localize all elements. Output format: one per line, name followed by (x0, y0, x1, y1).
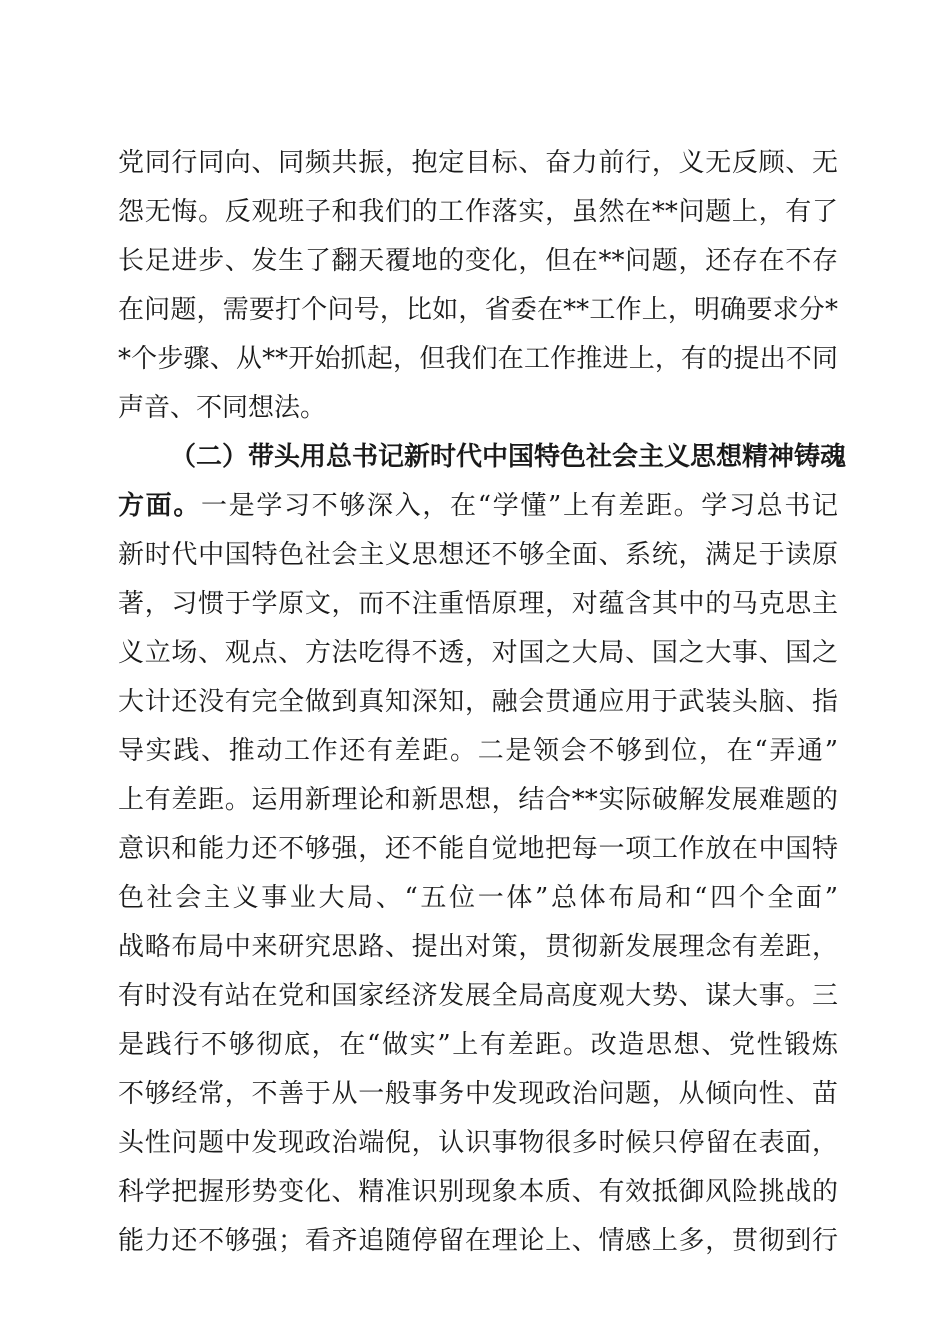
paragraph-line: 意识和能力还不够强，还不能自觉地把每一项工作放在中国特 (118, 834, 838, 864)
section-heading: （二）带头用总书记新时代中国特色社会主义思想精神铸魂 (170, 442, 847, 472)
paragraph-line: 义立场、观点、方法吃得不透，对国之大局、国之大事、国之 (118, 638, 838, 668)
paragraph-line: 科学把握形势变化、精准识别现象本质、有效抵御风险挑战的 (118, 1177, 838, 1207)
paragraph-line: 是践行不够彻底，在“做实”上有差距。改造思想、党性锻炼 (118, 1030, 838, 1060)
paragraph-line: *个步骤、从**开始抓起，但我们在工作推进上，有的提出不同 (118, 344, 838, 374)
paragraph-line: 新时代中国特色社会主义思想还不够全面、系统，满足于读原 (118, 540, 838, 570)
paragraph-line: 在问题，需要打个问号，比如，省委在**工作上，明确要求分* (118, 295, 838, 325)
paragraph-line: 怨无悔。反观班子和我们的工作落实，虽然在**问题上，有了 (118, 197, 838, 227)
paragraph-line: 长足进步、发生了翻天覆地的变化，但在**问题，还存在不存 (118, 246, 838, 276)
paragraph-text: 一是学习不够深入，在“学懂”上有差距。学习总书记 (201, 491, 838, 521)
paragraph-line: 大计还没有完全做到真知深知，融会贯通应用于武装头脑、指 (118, 687, 838, 717)
paragraph-line: 声音、不同想法。 (118, 393, 327, 423)
paragraph-line: 不够经常，不善于从一般事务中发现政治问题，从倾向性、苗 (118, 1079, 838, 1109)
paragraph-line: 色社会主义事业大局、“五位一体”总体布局和“四个全面” (118, 883, 838, 913)
paragraph-line: 上有差距。运用新理论和新思想，结合**实际破解发展难题的 (118, 785, 838, 815)
section-heading-end: 方面。 (118, 491, 202, 521)
paragraph-line: 头性问题中发现政治端倪，认识事物很多时候只停留在表面， (118, 1128, 838, 1158)
paragraph-line (118, 482, 838, 530)
paragraph-line: 党同行同向、同频共振，抱定目标、奋力前行，义无反顾、无 (118, 148, 838, 178)
paragraph-line: 著，习惯于学原文，而不注重悟原理，对蕴含其中的马克思主 (118, 589, 838, 619)
paragraph-line: 能力还不够强；看齐追随停留在理论上、情感上多，贯彻到行 (118, 1226, 838, 1256)
paragraph-line: 战略布局中来研究思路、提出对策，贯彻新发展理念有差距， (118, 932, 838, 962)
paragraph-line: 有时没有站在党和国家经济发展全局高度观大势、谋大事。三 (118, 981, 838, 1011)
paragraph-line: 导实践、推动工作还有差距。二是领会不够到位，在“弄通” (118, 736, 838, 766)
